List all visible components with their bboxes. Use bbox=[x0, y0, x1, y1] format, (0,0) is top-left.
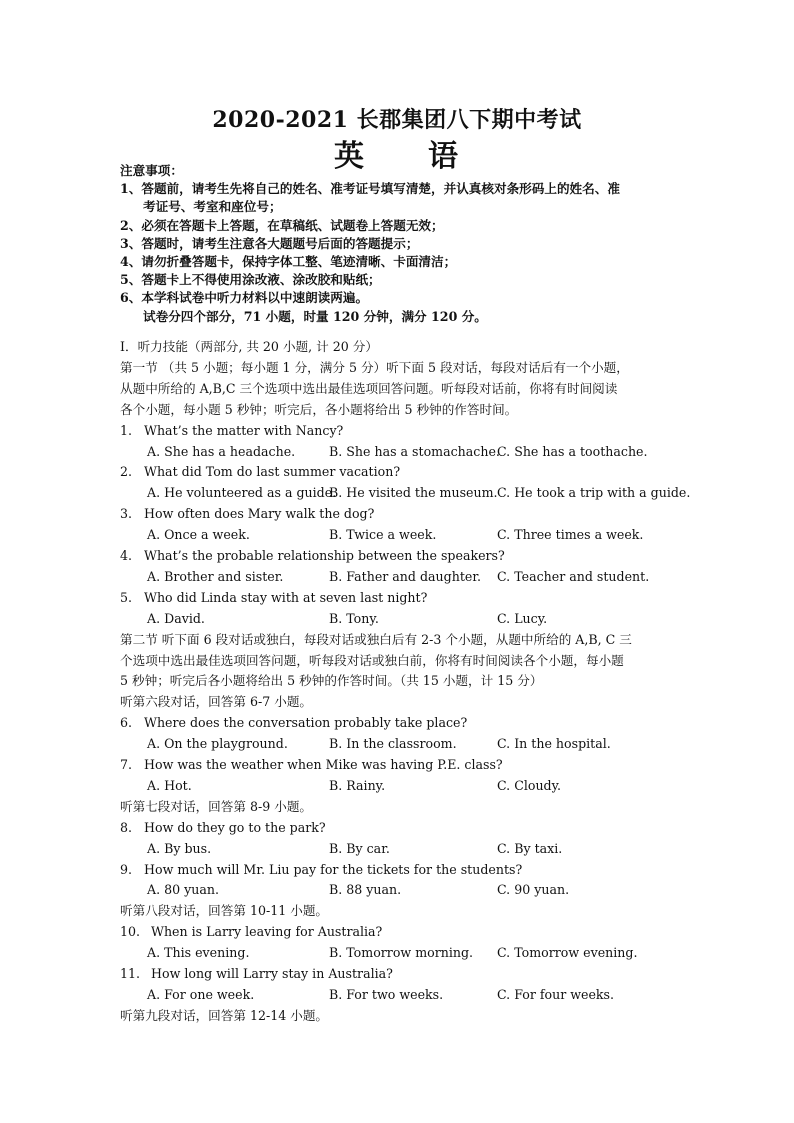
note-item: 2、必须在答题卡上答题，在草稿纸、试题卷上答题无效； bbox=[120, 217, 444, 233]
question-number: 1. bbox=[120, 422, 133, 438]
option-b: B. In the classroom. bbox=[329, 736, 457, 752]
option-b: B. By car. bbox=[329, 840, 390, 856]
question bbox=[120, 462, 694, 483]
question-number: 6. bbox=[120, 715, 133, 731]
question bbox=[120, 964, 694, 985]
question-text: How much will Mr. Liu pay for the tickets for the students? bbox=[144, 861, 523, 877]
question-options bbox=[120, 609, 694, 630]
option-c: C. He took a trip with a guide. bbox=[497, 485, 691, 501]
note-item: 5、答题卡上不得使用涂改液、涂改胶和贴纸； bbox=[120, 272, 381, 288]
option-a: A. He volunteered as a guide. bbox=[147, 485, 337, 501]
question-text: Who did Linda stay with at seven last night? bbox=[144, 589, 428, 605]
question-text: What’s the matter with Nancy? bbox=[144, 422, 344, 438]
option-a: A. For one week. bbox=[147, 986, 255, 1002]
question-text: How long will Larry stay in Australia? bbox=[151, 966, 393, 982]
question bbox=[120, 860, 694, 881]
question-number: 9. bbox=[120, 861, 133, 877]
option-c: C. In the hospital. bbox=[497, 736, 611, 752]
option-c: C. By taxi. bbox=[497, 840, 563, 856]
part2-instruction: 5 秒钟；听完后各小题将给出 5 秒钟的作答时间。（共 15 小题，计 15 分） bbox=[120, 673, 543, 689]
dialog-instruction: 听第九段对话，回答第 12-14 小题。 bbox=[120, 1007, 329, 1023]
option-b: B. Father and daughter. bbox=[329, 568, 481, 584]
part1-instruction: 各个小题，每小题 5 秒钟；听完后，各小题将给出 5 秒钟的作答时间。 bbox=[120, 401, 518, 417]
option-a: A. This evening. bbox=[147, 945, 250, 961]
question-options bbox=[120, 943, 694, 964]
option-b: B. He visited the museum. bbox=[329, 485, 498, 501]
question-options bbox=[120, 525, 694, 546]
option-a: A. Hot. bbox=[147, 777, 192, 793]
section-heading: I．听力技能（两部分, 共 20 小题, 计 20 分） bbox=[120, 339, 378, 354]
question bbox=[120, 504, 694, 525]
question bbox=[120, 818, 694, 839]
question bbox=[120, 421, 694, 442]
option-c: C. Three times a week. bbox=[497, 527, 644, 543]
question-number: 4. bbox=[120, 548, 133, 564]
note-item: 试卷分四个部分，71 小题，时量 120 分钟，满分 120 分。 bbox=[143, 308, 487, 324]
part1-instruction: 从题中所给的 A,B,C 三个选项中选出最佳选项回答问题。听每段对话前，你将有时间阅读 bbox=[120, 380, 618, 396]
question-number: 3. bbox=[120, 506, 133, 522]
question bbox=[120, 588, 694, 609]
option-a: A. Once a week. bbox=[147, 527, 250, 543]
part2-instruction: 个选项中选出最佳选项回答问题，听每段对话或独白前，你将有时间阅读各个小题，每小题 bbox=[120, 652, 624, 668]
listening-section bbox=[120, 337, 694, 1027]
note-item: 1、答题前，请考生先将自己的姓名、准考证号填写清楚，并认真核对条形码上的姓名、准 bbox=[120, 181, 620, 197]
question-text: How do they go to the park? bbox=[144, 819, 326, 835]
question-number: 5. bbox=[120, 589, 133, 605]
question bbox=[120, 713, 694, 734]
option-c: C. 90 yuan. bbox=[497, 882, 570, 898]
option-a: A. She has a headache. bbox=[147, 443, 296, 459]
subject-char-2: 语 bbox=[428, 139, 460, 174]
option-c: C. Cloudy. bbox=[497, 777, 562, 793]
option-a: A. On the playground. bbox=[147, 736, 288, 752]
question-options bbox=[120, 985, 694, 1006]
question-number: 8. bbox=[120, 819, 133, 835]
note-item: 3、答题时，请考生注意各大题题号后面的答题提示； bbox=[120, 235, 419, 251]
question-options bbox=[120, 442, 694, 463]
part1-instruction: 第一节 （共 5 小题；每小题 1 分，满分 5 分）听下面 5 段对话，每段对话后有一个小题， bbox=[120, 359, 629, 375]
note-item: 4、请勿折叠答题卡，保持字体工整、笔迹清晰、卡面清洁； bbox=[120, 254, 457, 270]
option-c: C. Teacher and student. bbox=[497, 568, 650, 584]
question-text: What’s the probable relationship between the speakers? bbox=[144, 548, 505, 564]
option-b: B. Twice a week. bbox=[329, 527, 437, 543]
question-options bbox=[120, 734, 694, 755]
option-c: C. For four weeks. bbox=[497, 986, 615, 1002]
option-b: B. She has a stomachache. bbox=[329, 443, 500, 459]
option-b: B. 88 yuan. bbox=[329, 882, 402, 898]
option-b: B. Tomorrow morning. bbox=[329, 945, 474, 961]
question-options bbox=[120, 880, 694, 901]
question-number: 10. bbox=[120, 924, 141, 940]
note-item: 考证号、考室和座位号； bbox=[143, 199, 282, 215]
question-options bbox=[120, 776, 694, 797]
question-text: How often does Mary walk the dog? bbox=[144, 506, 375, 522]
question-number: 2. bbox=[120, 464, 133, 480]
question-text: How was the weather when Mike was having P.E. class? bbox=[144, 757, 503, 773]
option-c: C. Tomorrow evening. bbox=[497, 945, 638, 961]
option-b: B. Rainy. bbox=[329, 777, 386, 793]
question-options bbox=[120, 567, 694, 588]
part2-instruction: 第二节 听下面 6 段对话或独白，每段对话或独白后有 2-3 个小题，从题中所给的 A,B, C 三 bbox=[120, 631, 632, 647]
option-a: A. By bus. bbox=[147, 840, 212, 856]
option-c: C. She has a toothache. bbox=[497, 443, 648, 459]
dialog-instruction: 听第六段对话，回答第 6-7 小题。 bbox=[120, 694, 313, 710]
question bbox=[120, 755, 694, 776]
question-text: Where does the conversation probably take place? bbox=[144, 715, 468, 731]
option-c: C. Lucy. bbox=[497, 610, 548, 626]
notes-heading: 注意事项： bbox=[120, 163, 183, 178]
exam-title: 2020-2021 长郡集团八下期中考试 bbox=[212, 107, 582, 133]
dialog-instruction: 听第七段对话，回答第 8-9 小题。 bbox=[120, 798, 313, 814]
exam-notes bbox=[120, 162, 690, 326]
option-a: A. Brother and sister. bbox=[147, 568, 284, 584]
question bbox=[120, 546, 694, 567]
question-text: When is Larry leaving for Australia? bbox=[151, 924, 383, 940]
option-b: B. Tony. bbox=[329, 610, 379, 626]
option-a: A. David. bbox=[147, 610, 205, 626]
question bbox=[120, 922, 694, 943]
question-number: 7. bbox=[120, 757, 133, 773]
question-options bbox=[120, 839, 694, 860]
question-options bbox=[120, 483, 694, 504]
question-text: What did Tom do last summer vacation? bbox=[144, 464, 401, 480]
subject-char-1: 英 bbox=[334, 139, 366, 174]
option-a: A. 80 yuan. bbox=[147, 882, 219, 898]
note-item: 6、本学科试卷中听力材料以中速朗读两遍。 bbox=[120, 290, 369, 306]
question-number: 11. bbox=[120, 966, 141, 982]
option-b: B. For two weeks. bbox=[329, 986, 444, 1002]
dialog-instruction: 听第八段对话，回答第 10-11 小题。 bbox=[120, 903, 329, 919]
